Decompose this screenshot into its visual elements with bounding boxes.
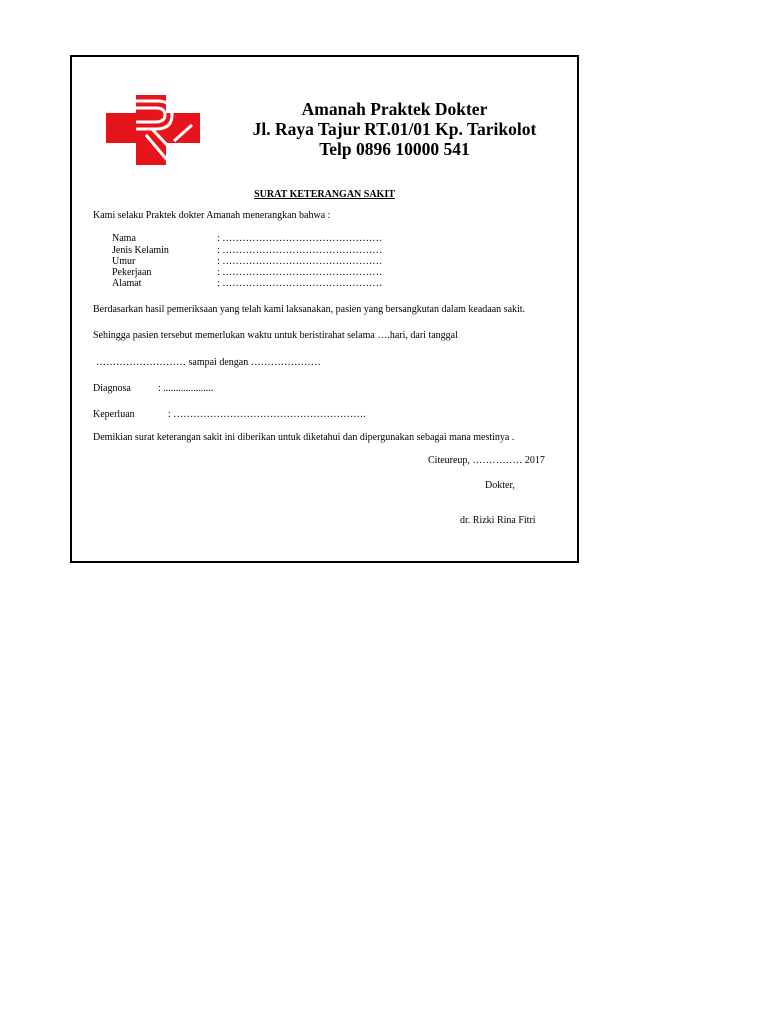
field-label-pekerjaan: Pekerjaan (112, 267, 152, 278)
field-label-umur: Umur (112, 256, 136, 267)
field-label-jenis-kelamin: Jenis Kelamin (112, 245, 169, 256)
intro-text: Kami selaku Praktek dokter Amanah menerangkan bahwa : (93, 210, 331, 221)
field-value-pekerjaan: : ………………………………………… (217, 267, 383, 278)
keperluan-value: : …………………………………………………. (168, 409, 366, 420)
field-value-jenis-kelamin: : ………………………………………… (217, 245, 383, 256)
diagnosa-value: : .................... (158, 383, 214, 394)
signature-title: Dokter, (485, 480, 515, 491)
paragraph-date-range: ……………………… sampai dengan ………………… (96, 357, 321, 368)
field-value-umur: : ………………………………………… (217, 256, 383, 267)
keperluan-label: Keperluan (93, 409, 135, 420)
signature-name: dr. Rizki Rina Fitri (460, 515, 536, 526)
closing-text: Demikian surat keterangan sakit ini diberikan untuk diketahui dan dipergunakan sebagai mana mestinya . (93, 432, 515, 443)
clinic-name: Amanah Praktek Dokter (301, 99, 488, 119)
clinic-logo-icon (106, 95, 200, 165)
clinic-address: Jl. Raya Tajur RT.01/01 Kp. Tarikolot (252, 119, 537, 139)
field-label-nama: Nama (112, 233, 136, 244)
field-value-nama: : ………………………………………… (217, 233, 383, 244)
clinic-phone: Telp 0896 10000 541 (319, 139, 470, 159)
place-date: Citeureup, …………… 2017 (428, 455, 545, 466)
diagnosa-label: Diagnosa (93, 383, 131, 394)
clinic-header (222, 99, 567, 159)
paragraph-result: Berdasarkan hasil pemeriksaan yang telah kami laksanakan, pasien yang bersangkutan dalam keadaan sakit. (93, 304, 526, 315)
document-page (70, 55, 579, 563)
letter-title: SURAT KETERANGAN SAKIT (254, 189, 395, 200)
paragraph-rest: Sehingga pasien tersebut memerlukan waktu untuk beristirahat selama ….hari, dari tanggal (93, 330, 458, 341)
field-label-alamat: Alamat (112, 278, 142, 289)
field-value-alamat: : ………………………………………… (217, 278, 383, 289)
